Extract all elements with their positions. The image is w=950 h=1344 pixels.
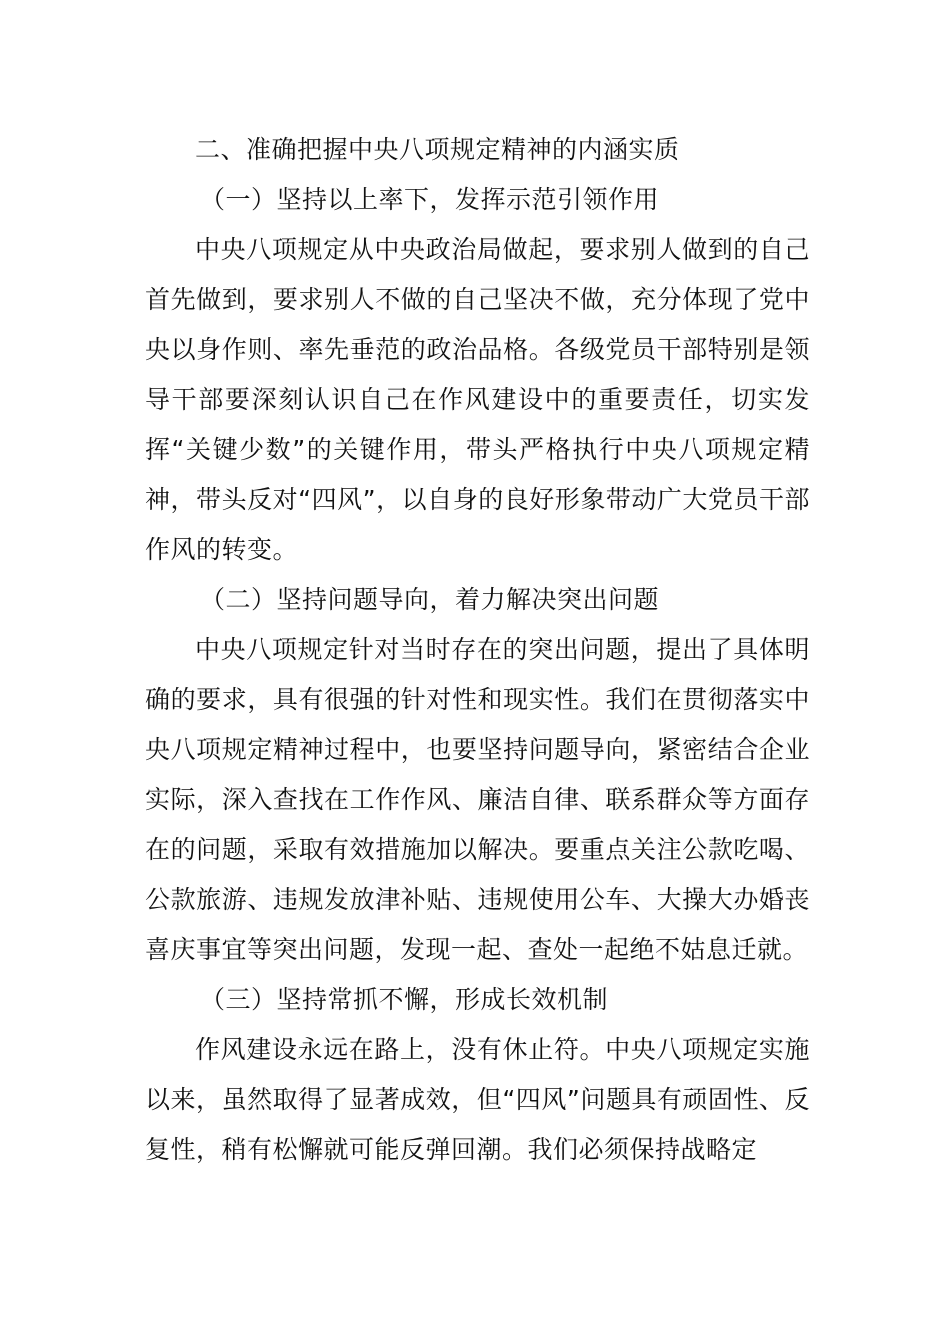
section-heading: 二、准确把握中央八项规定精神的内涵实质 <box>195 135 680 164</box>
paragraph-3: 作风建设永远在路上，没有休止符。中央八项规定实施以来，虽然取得了显著成效，但“四风”问题具有顽固性、反复性，稍有松懈就可能反弹回潮。我们必须保持战略定 <box>145 1035 810 1164</box>
paragraph-2: 中央八项规定针对当时存在的突出问题，提出了具体明确的要求，具有很强的针对性和现实性。我们在贯彻落实中央八项规定精神过程中，也要坚持问题导向，紧密结合企业实际，深入查找在工作作风、廉洁自律、联系群众等方面存在的问题，采取有效措施加以解决。要重点关注公款吃喝、公款旅游、违规发放津补贴、违规使用公车、大操大办婚丧喜庆事宜等突出问题，发现一起、查处一起绝不姑息迁就。 <box>145 635 810 964</box>
subsection-heading-2: （二）坚持问题导向，着力解决突出问题 <box>200 585 660 614</box>
subsection-heading-3: （三）坚持常抓不懈，形成长效机制 <box>200 985 609 1014</box>
paragraph-1: 中央八项规定从中央政治局做起，要求别人做到的自己首先做到，要求别人不做的自己坚决不做，充分体现了党中央以身作则、率先垂范的政治品格。各级党员干部特别是领导干部要深刻认识自己在作风建设中的重要责任，切实发挥“关键少数”的关键作用，带头严格执行中央八项规定精神，带头反对“四风”，以自身的良好形象带动广大党员干部作风的转变。 <box>145 235 810 564</box>
subsection-heading-1: （一）坚持以上率下，发挥示范引领作用 <box>200 185 660 214</box>
document-body <box>145 125 810 1175</box>
